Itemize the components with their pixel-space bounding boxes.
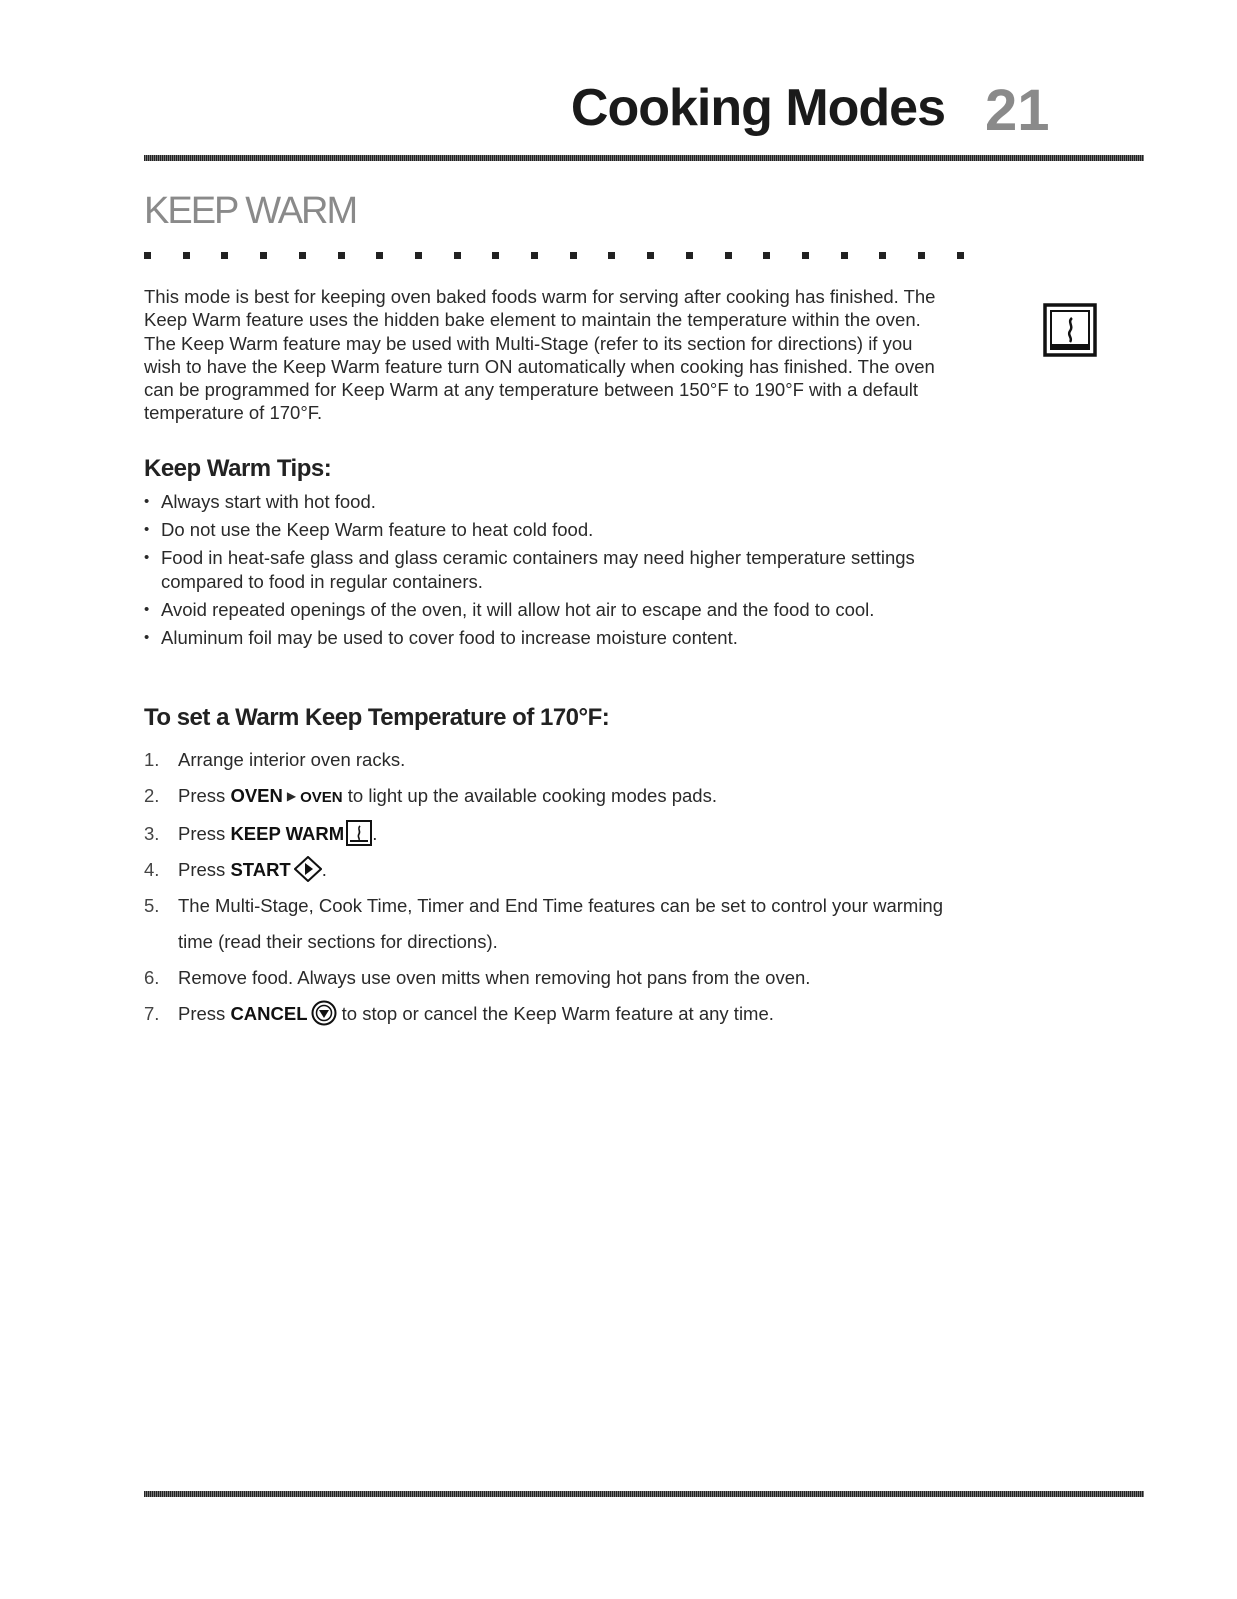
step-text-pre: Press: [178, 859, 231, 880]
oven-key-label: OVEN: [230, 785, 283, 806]
step-text: Arrange interior oven racks.: [178, 749, 406, 770]
keep-warm-key-label: KEEP WARM: [230, 823, 345, 844]
page-header-title: Cooking Modes: [570, 79, 945, 137]
step-text-pre: Press: [178, 823, 231, 844]
list-item: • Do not use the Keep Warm feature to heat cold food.: [144, 518, 949, 542]
step-3: [144, 816, 954, 852]
step-number: 2.: [144, 785, 160, 806]
step-5: [144, 888, 954, 960]
tips-list: [144, 490, 949, 654]
step-text-pre: Press: [178, 785, 231, 806]
step-6: [144, 960, 954, 996]
list-item: • Food in heat-safe glass and glass ceramic containers may need higher temperature settings compared to food in regular containers.: [144, 546, 949, 594]
step-text: Remove food. Always use oven mitts when removing hot pans from the oven.: [178, 967, 811, 988]
step-2: [144, 778, 954, 816]
step-text-post: .: [321, 859, 327, 880]
page-number: 21: [985, 78, 1050, 143]
start-icon: [294, 856, 322, 882]
step-text: The Multi-Stage, Cook Time, Timer and End Time features can be set to control your warming time (read their sections for directions).: [178, 895, 944, 952]
cancel-icon: [311, 1000, 337, 1026]
step-text-pre: Press: [178, 1003, 231, 1024]
step-number: 4.: [144, 859, 160, 880]
step-number: 3.: [144, 823, 160, 844]
intro-paragraph: This mode is best for keeping oven baked foods warm for serving after cooking has finished. The Keep Warm feature uses the hidden bake element to maintain the temperature within the oven. The Keep Warm feature may be used with Multi-Stage (refer to its section for directions) if you wish to have the Keep Warm feature turn ON automatically when cooking has finished. The oven can be programmed for Keep Warm at any temperature between 150°F to 190°F with a default temperature of 170°F.: [144, 286, 936, 424]
header-divider: [144, 155, 1144, 161]
dotted-divider: [144, 252, 964, 264]
steps-heading: To set a Warm Keep Temperature of 170°F:: [144, 704, 610, 731]
keep-warm-icon: [346, 820, 372, 846]
step-4: [144, 852, 954, 888]
footer-divider: [144, 1491, 1144, 1497]
cancel-key-label: CANCEL: [230, 1003, 308, 1024]
list-item: • Always start with hot food.: [144, 490, 949, 514]
step-number: 7.: [144, 1003, 160, 1024]
list-item: • Avoid repeated openings of the oven, it will allow hot air to escape and the food to cool.: [144, 598, 949, 622]
step-text-post: .: [372, 823, 378, 844]
tips-heading: Keep Warm Tips:: [144, 455, 332, 482]
step-number: 6.: [144, 967, 160, 988]
play-arrow-icon: ▶: [286, 789, 297, 803]
step-text-post: to stop or cancel the Keep Warm feature at any time.: [336, 1003, 774, 1024]
start-key-label: START: [230, 859, 291, 880]
step-number: 1.: [144, 749, 160, 770]
section-title: KEEP WARM: [144, 190, 357, 232]
oven-key-label-2: OVEN: [300, 789, 343, 806]
step-number: 5.: [144, 895, 160, 916]
step-1: [144, 742, 954, 778]
list-item: • Aluminum foil may be used to cover food to increase moisture content.: [144, 626, 949, 650]
step-text-post: to light up the available cooking modes pads.: [342, 785, 717, 806]
steps-list: [144, 742, 954, 1032]
keep-warm-icon: [1043, 303, 1097, 357]
step-7: [144, 996, 954, 1032]
